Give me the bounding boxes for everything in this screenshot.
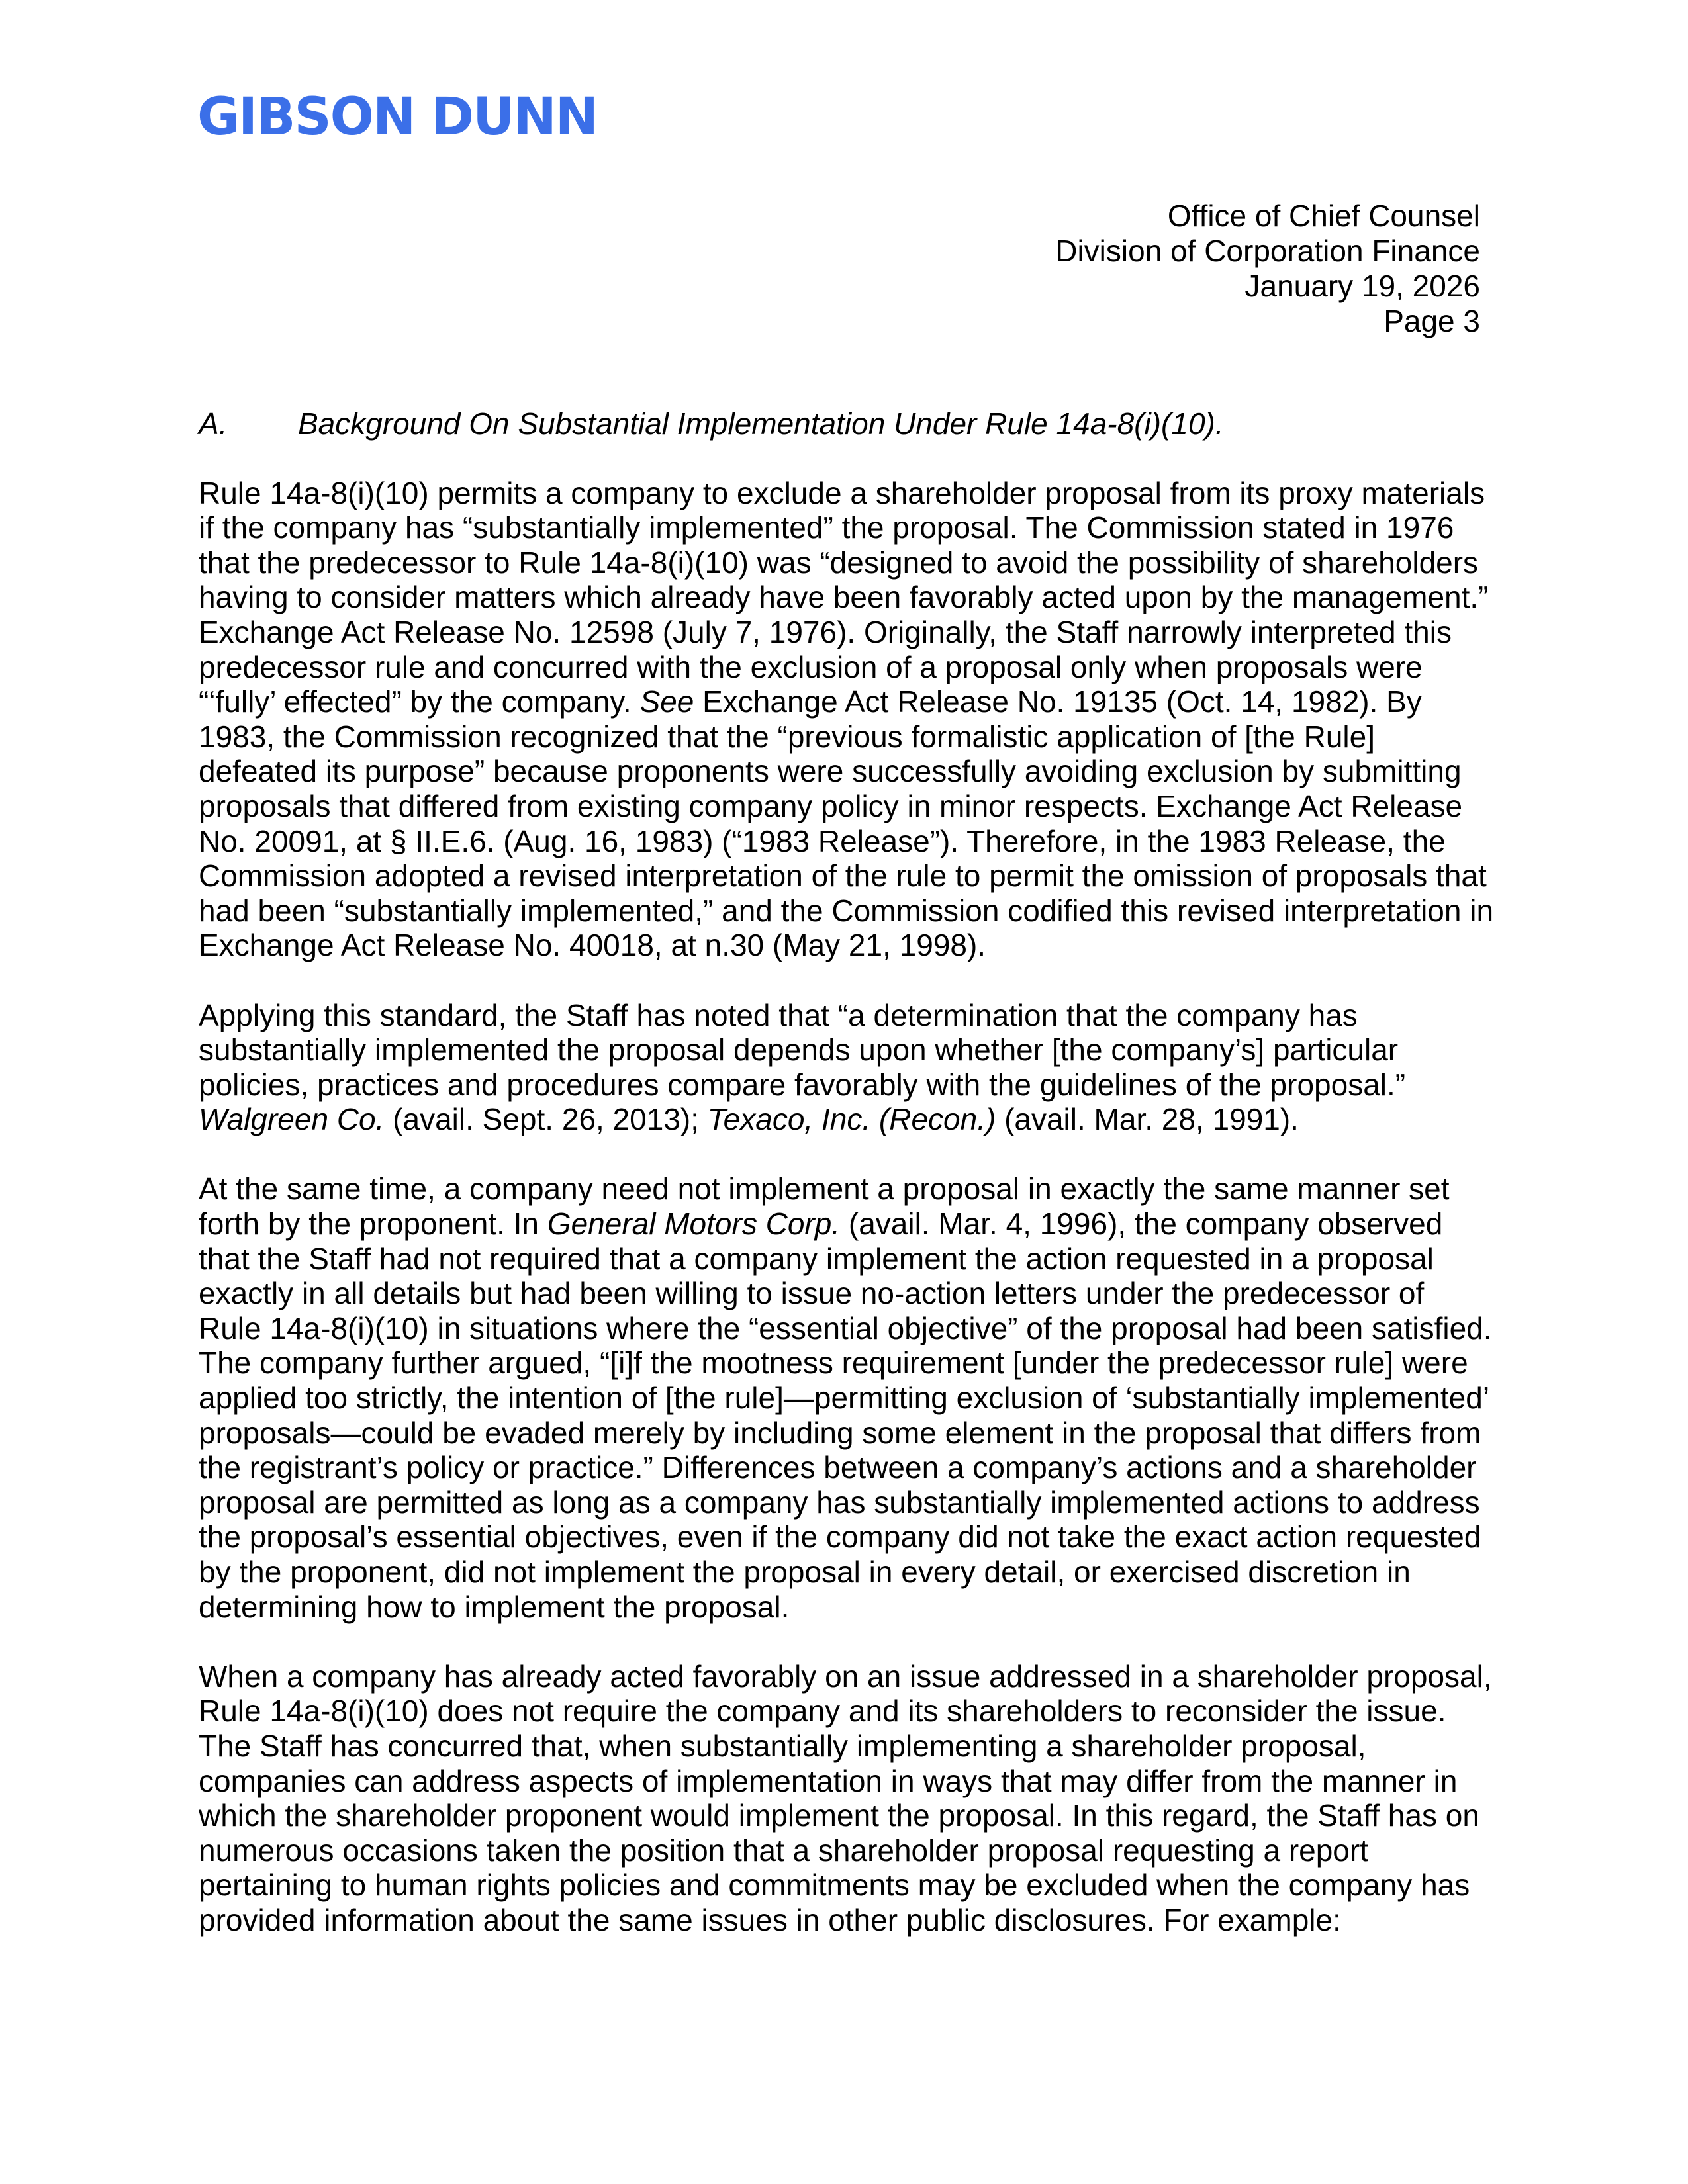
line-text: Exchange Act Release No. 19135 (Oct. 14, 1982). By (694, 684, 1422, 719)
paragraph-line (199, 1171, 1489, 1206)
line-text: which the shareholder proponent would implement the proposal. In this regard, the Staff has on (199, 1798, 1479, 1833)
body-paragraph (199, 998, 1489, 1137)
header-office: Office of Chief Counsel (1167, 199, 1480, 233)
paragraph-line (199, 1764, 1489, 1799)
line-text: that the predecessor to Rule 14a-8(i)(10) was “designed to avoid the possibility of shareholders (199, 545, 1479, 580)
italic-citation: Walgreen Co. (199, 1102, 385, 1137)
line-text: At the same time, a company need not implement a proposal in exactly the same manner set (199, 1171, 1450, 1206)
body-paragraph (199, 475, 1494, 963)
paragraph-line (199, 1416, 1489, 1451)
letter-body (199, 406, 1494, 1972)
line-text: provided information about the same issues in other public disclosures. For example: (199, 1902, 1341, 1937)
paragraph-line (199, 1381, 1489, 1416)
paragraph-line (199, 1659, 1492, 1694)
line-text: proposals that differed from existing company policy in minor respects. Exchange Act Release (199, 788, 1463, 823)
line-text: defeated its purpose” because proponents were successfully avoiding exclusion by submitting (199, 754, 1462, 789)
section-number: A. (199, 406, 228, 441)
paragraph-line (199, 1068, 1489, 1103)
line-text: having to consider matters which already have been favorably acted upon by the management.” (199, 580, 1489, 615)
header-division: Division of Corporation Finance (1055, 234, 1480, 268)
italic-citation: Texaco, Inc. (Recon.) (707, 1102, 996, 1137)
section-heading (199, 406, 1489, 441)
line-text: predecessor rule and concurred with the exclusion of a proposal only when proposals were (199, 649, 1423, 684)
line-text: “‘fully’ effected” by the company. (199, 684, 640, 719)
paragraph-line (199, 650, 1489, 685)
line-text: determining how to implement the proposal. (199, 1589, 790, 1624)
paragraph-line (199, 1729, 1489, 1764)
paragraph-line (199, 1868, 1489, 1903)
paragraph-line (199, 1520, 1489, 1555)
line-text: proposals—could be evaded merely by including some element in the proposal that differs from (199, 1415, 1481, 1450)
line-text: the proposal’s essential objectives, even if the company did not take the exact action requested (199, 1520, 1481, 1555)
paragraph-line (199, 858, 1489, 893)
paragraph-line (199, 1310, 1492, 1346)
line-text: Applying this standard, the Staff has noted that “a determination that the company has (199, 997, 1358, 1032)
paragraph-line (199, 1590, 1489, 1625)
line-text: 1983, the Commission recognized that the “previous formalistic application of [the Rule] (199, 719, 1376, 754)
line-text: The Staff has concurred that, when substantially implementing a shareholder proposal, (199, 1728, 1366, 1763)
paragraph-line (199, 754, 1489, 789)
line-text: (avail. Mar. 4, 1996), the company observed (840, 1206, 1443, 1242)
line-text: Rule 14a-8(i)(10) permits a company to exclude a shareholder proposal from its proxy materials (199, 475, 1485, 510)
paragraph-line (199, 1485, 1489, 1520)
line-text: forth by the proponent. In (199, 1206, 547, 1242)
paragraph-line (199, 615, 1489, 650)
line-text: (avail. Sept. 26, 2013); (384, 1102, 708, 1137)
line-text: substantially implemented the proposal depends upon whether [the company’s] particular (199, 1032, 1399, 1068)
line-text: that the Staff had not required that a company implement the action requested in a proposal (199, 1241, 1434, 1276)
line-text: applied too strictly, the intention of [the rule]—permitting exclusion of ‘substantially implemented’ (199, 1381, 1490, 1416)
paragraph-line (199, 1450, 1489, 1485)
body-paragraphs (199, 475, 1494, 1938)
line-text: Exchange Act Release No. 40018, at n.30 (May 21, 1998). (199, 928, 986, 963)
paragraph-line (199, 893, 1494, 929)
paragraph-line (199, 1276, 1489, 1311)
line-text: companies can address aspects of implementation in ways that may differ from the manner in (199, 1763, 1458, 1798)
line-text: No. 20091, at § II.E.6. (Aug. 16, 1983) (“1983 Release”). Therefore, in the 1983 Release, the (199, 823, 1446, 858)
paragraph-line (199, 1798, 1489, 1833)
line-text: by the proponent, did not implement the proposal in every detail, or exercised discretion in (199, 1555, 1411, 1589)
letter-header (1055, 199, 1480, 339)
paragraph-line (199, 1555, 1489, 1590)
paragraph-line (199, 789, 1489, 824)
line-text: Commission adopted a revised interpretation of the rule to permit the omission of proposals that (199, 858, 1487, 893)
paragraph-line (199, 545, 1489, 580)
paragraph-line (199, 928, 1489, 963)
line-text: When a company has already acted favorably on an issue addressed in a shareholder proposal, (199, 1659, 1492, 1694)
paragraph-line (199, 1345, 1489, 1381)
paragraph-line (199, 1242, 1489, 1277)
paragraph-line (199, 1032, 1489, 1068)
paragraph-line (199, 580, 1489, 615)
line-text: proposal are permitted as long as a company has substantially implemented actions to address (199, 1484, 1480, 1520)
line-text: exactly in all details but had been willing to issue no-action letters under the predecessor of (199, 1276, 1425, 1311)
paragraph-line (199, 1833, 1489, 1868)
paragraph-line (199, 1694, 1489, 1729)
paragraph-line (199, 824, 1489, 859)
paragraph-line (199, 476, 1489, 511)
paragraph-line (199, 510, 1489, 545)
header-date: January 19, 2026 (1244, 269, 1480, 303)
firm-logo: GIBSON DUNN (197, 87, 598, 147)
paragraph-line (199, 684, 1489, 719)
line-text: (avail. Mar. 28, 1991). (996, 1102, 1299, 1137)
paragraph-line (199, 998, 1489, 1033)
line-text: numerous occasions taken the position that a shareholder proposal requesting a report (199, 1833, 1368, 1868)
line-text: Exchange Act Release No. 12598 (July 7, 1976). Originally, the Staff narrowly interpreted this (199, 614, 1452, 649)
line-text: the registrant’s policy or practice.” Differences between a company’s actions and a shareholder (199, 1450, 1477, 1485)
line-text: The company further argued, “[i]f the mootness requirement [under the predecessor rule] were (199, 1345, 1468, 1381)
line-text: Rule 14a-8(i)(10) does not require the company and its shareholders to reconsider the issue. (199, 1694, 1446, 1729)
body-paragraph (199, 1171, 1492, 1624)
paragraph-line (199, 719, 1489, 754)
italic-citation: General Motors Corp. (547, 1206, 841, 1242)
paragraph-line (199, 1903, 1489, 1938)
section-title: Background On Substantial Implementation Under Rule 14a-8(i)(10). (298, 406, 1224, 441)
body-paragraph (199, 1659, 1492, 1938)
line-text: Rule 14a-8(i)(10) in situations where the “essential objective” of the proposal had been satisfied. (199, 1310, 1492, 1345)
paragraph-line (199, 1102, 1489, 1137)
italic-citation: See (639, 684, 694, 719)
line-text: if the company has “substantially implemented” the proposal. The Commission stated in 1976 (199, 510, 1454, 545)
header-page-number: Page 3 (1383, 304, 1480, 338)
line-text: policies, practices and procedures compare favorably with the guidelines of the proposal.” (199, 1067, 1406, 1102)
line-text: had been “substantially implemented,” and the Commission codified this revised interpretation in (199, 893, 1494, 928)
paragraph-line (199, 1206, 1489, 1242)
line-text: pertaining to human rights policies and commitments may be excluded when the company has (199, 1868, 1470, 1903)
